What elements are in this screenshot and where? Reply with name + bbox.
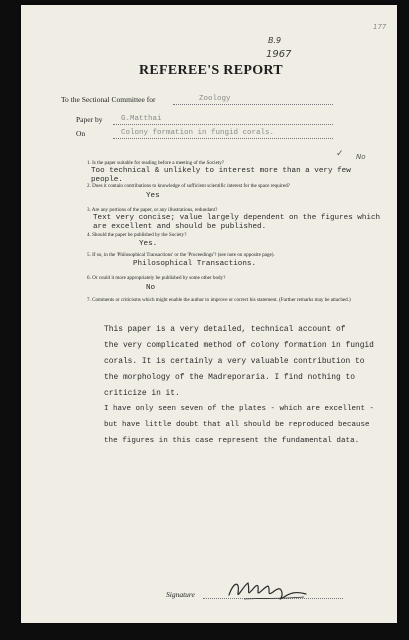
paper-by-label: Paper by [76, 115, 103, 124]
comment-line-5: criticize in it. [104, 389, 180, 398]
page-number: 177 [373, 23, 387, 31]
answer-1: Too technical & unlikely to interest more than a very few people. [91, 167, 351, 184]
comment-line-7: but have little doubt that all should be reproduced because [104, 421, 370, 429]
comment-line-3: corals. It is certainly a very valuable contribution to [104, 357, 365, 366]
committee-line [173, 104, 333, 105]
question-4: 4. Should the paper be published by the Society? [87, 232, 187, 238]
signature-scribble [226, 577, 311, 603]
report-sheet [21, 5, 397, 623]
question-6: 6. Or could it more appropriately be published by some other body? [87, 275, 226, 281]
comment-line-6: I have only seen seven of the plates - which are excellent - [104, 405, 375, 413]
paper-by-line [113, 124, 333, 125]
paper-by-value: G.Matthai [121, 115, 162, 123]
comment-line-4: the morphology of the Madreporaria. I find nothing to [104, 373, 355, 382]
answer-5: Philosophical Transactions. [133, 260, 257, 268]
comment-line-1: This paper is a very detailed, technical account of [104, 325, 346, 334]
margin-tick: ✓ [336, 149, 344, 159]
question-7: 7. Comments or criticisms which might enable the author to improve or correct his statement. (Further remarks may be attached.) [87, 297, 351, 303]
question-5: 5. If so, in the 'Philosophical Transactions' or the 'Proceedings'? (see note on opposite page). [87, 252, 275, 258]
year-note: 1967 [266, 49, 292, 60]
report-title: REFEREE'S REPORT [139, 63, 283, 78]
question-1: 1. Is the paper suitable for reading before a meeting of the Society? [87, 160, 225, 166]
question-3: 3. Are any portions of the paper, or any illustrations, redundant? [87, 207, 218, 213]
reference-number: B.9 [268, 36, 282, 45]
comment-line-2: the very complicated method of colony formation in fungid [104, 341, 374, 350]
answer-2: Yes [146, 192, 160, 200]
margin-note: No [356, 153, 366, 161]
answer-4: Yes. [139, 240, 158, 248]
on-line [113, 138, 333, 139]
committee-value: Zoology [199, 95, 231, 103]
question-2: 2. Does it contain contributions to knowledge of sufficient scientific interest for the space required? [87, 183, 290, 189]
committee-label: To the Sectional Committee for [61, 95, 156, 104]
comment-line-8: the figures in this case represent the fundamental data. [104, 437, 360, 445]
on-value: Colony formation in fungid corals. [121, 129, 275, 137]
answer-6: No [146, 284, 156, 292]
signature-label: Signature [166, 590, 195, 599]
on-label: On [76, 129, 86, 138]
answer-3: Text very concise; value largely dependent on the figures which are excellent and should be published. [93, 214, 381, 231]
